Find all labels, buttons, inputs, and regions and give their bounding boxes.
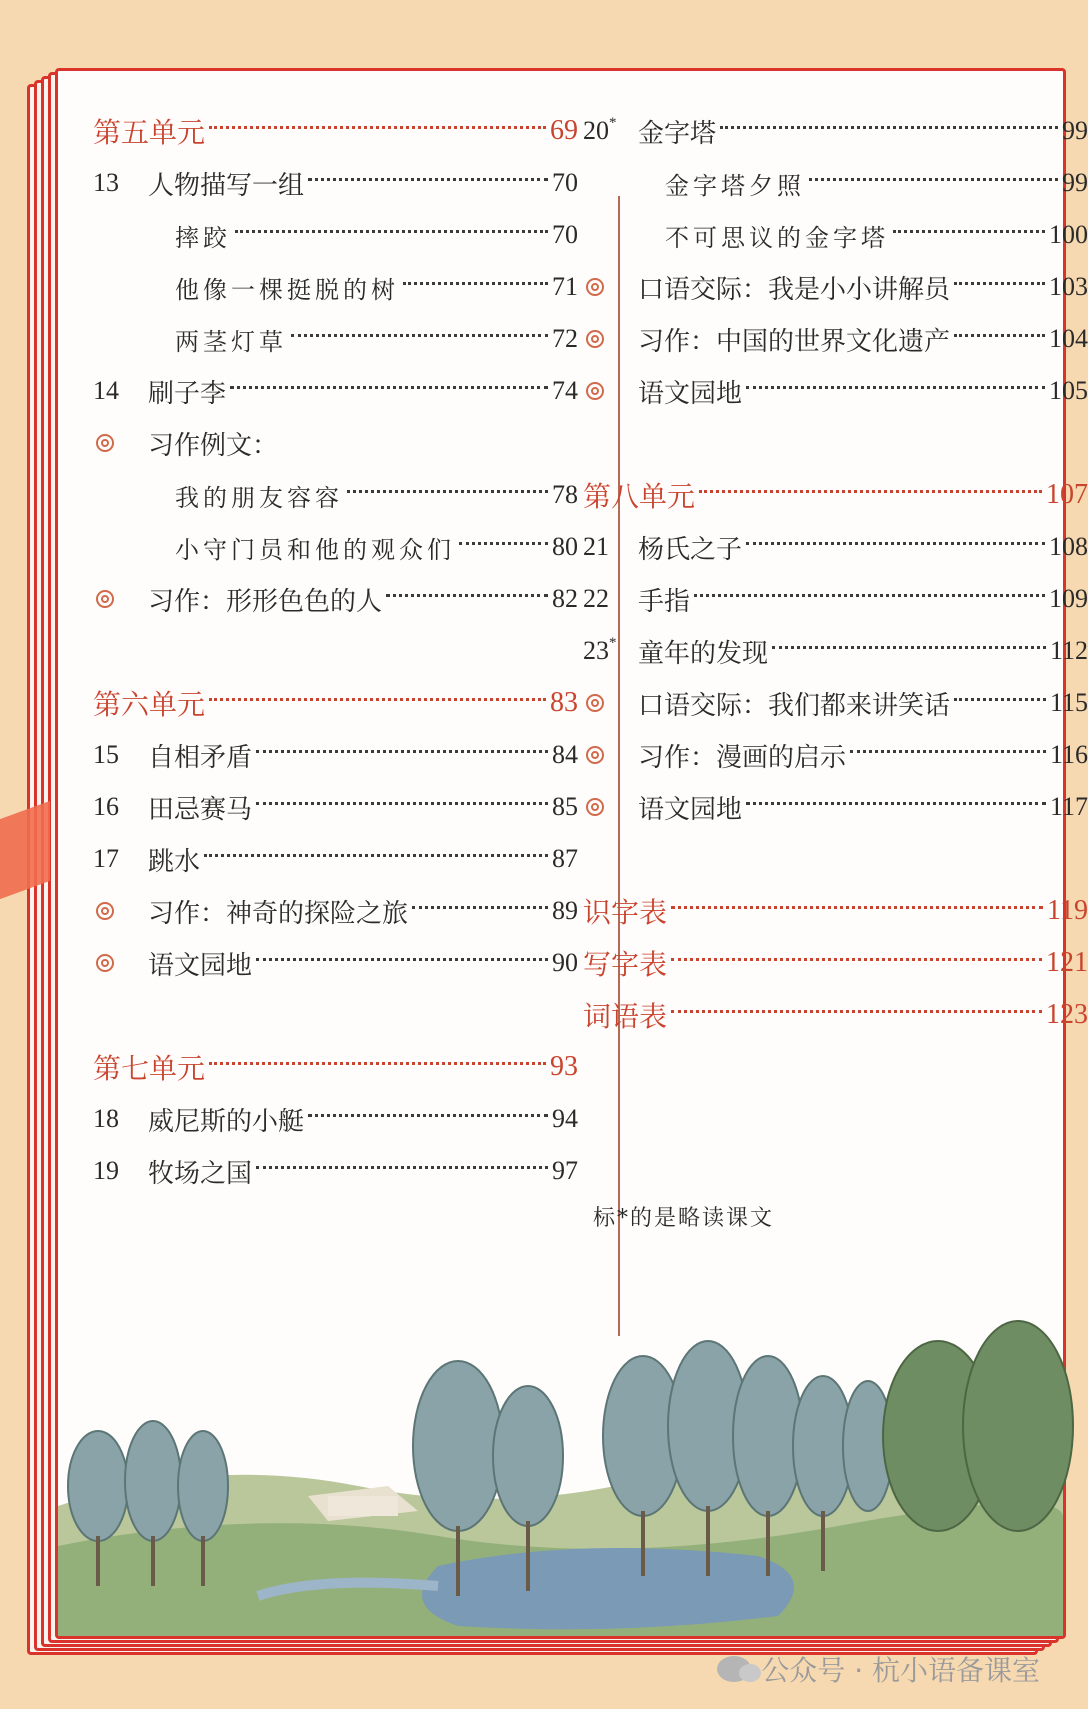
- leader-dots: [671, 906, 1043, 909]
- entry-title: 童年的发现: [638, 638, 769, 669]
- circle-mark-icon: [93, 954, 148, 972]
- toc-entry-lesson[interactable]: [93, 1099, 578, 1139]
- toc-entry-lesson[interactable]: [583, 527, 1088, 567]
- page-number: 97: [552, 1156, 578, 1185]
- page-number: 117: [1049, 792, 1088, 821]
- page-number: 89: [552, 896, 578, 925]
- toc-entry-lesson[interactable]: [93, 839, 578, 879]
- toc-entry-sub[interactable]: [93, 267, 578, 307]
- entry-title: 牧场之国: [148, 1158, 253, 1189]
- circle-mark-icon: [93, 590, 148, 608]
- lesson-number: 17: [93, 844, 119, 873]
- entry-title: 小守门员和他的观众们: [175, 535, 455, 564]
- toc-entry-unit[interactable]: [93, 111, 578, 151]
- toc-entry-mark[interactable]: [583, 371, 1088, 411]
- circle-mark-icon: [583, 278, 638, 296]
- toc-entry-unit[interactable]: [583, 475, 1088, 515]
- leader-dots: [720, 126, 1058, 129]
- leader-dots: [256, 802, 548, 805]
- entry-title: 口语交际：我们都来讲笑话: [638, 690, 951, 721]
- entry-title: 口语交际：我是小小讲解员: [638, 274, 951, 305]
- page-number: 83: [550, 687, 578, 718]
- entry-title: 我的朋友容容: [175, 483, 343, 512]
- leader-dots: [386, 594, 548, 597]
- entry-title: 习作：神奇的探险之旅: [148, 898, 409, 929]
- leader-dots: [209, 1062, 546, 1065]
- entry-title: 第六单元: [93, 688, 206, 721]
- page-number: 85: [552, 792, 578, 821]
- watermark: [717, 1649, 1040, 1689]
- page-number: 84: [552, 740, 578, 769]
- entry-title: 金字塔: [638, 118, 717, 149]
- entry-title: 田忌赛马: [148, 794, 253, 825]
- entry-title: 习作：中国的世界文化遗产: [638, 326, 951, 357]
- page-number: 109: [1049, 584, 1088, 613]
- entry-title: 刷子李: [148, 378, 227, 409]
- page-number: 103: [1049, 272, 1088, 301]
- entry-title: 两茎灯草: [175, 327, 287, 356]
- toc-entry-mark[interactable]: [93, 423, 578, 463]
- page-number: 69: [550, 115, 578, 146]
- toc-entry-sub[interactable]: [93, 475, 578, 515]
- page-number: 70: [552, 168, 578, 197]
- leader-dots: [699, 490, 1042, 493]
- entry-title: 手指: [638, 586, 691, 617]
- leader-dots: [209, 126, 546, 129]
- entry-title: 第八单元: [583, 480, 696, 513]
- toc-entry-mark[interactable]: [93, 891, 578, 931]
- toc-entry-mark[interactable]: [583, 787, 1088, 827]
- leader-dots: [671, 958, 1042, 961]
- toc-entry-unit[interactable]: [93, 1047, 578, 1087]
- leader-dots: [746, 802, 1046, 805]
- circle-mark-icon: [93, 434, 148, 452]
- lesson-number: 14: [93, 376, 119, 405]
- entry-title: 威尼斯的小艇: [148, 1106, 305, 1137]
- page-number: 72: [552, 324, 578, 353]
- wechat-icon: [717, 1656, 751, 1682]
- entry-title: 识字表: [583, 896, 668, 929]
- page-number: 74: [552, 376, 578, 405]
- leader-dots: [308, 178, 548, 181]
- toc-entry-sub[interactable]: [93, 215, 578, 255]
- toc-entry-sub[interactable]: [583, 215, 1088, 255]
- toc-entry-lesson[interactable]: [583, 111, 1088, 151]
- entry-title: 习作：形形色色的人: [148, 586, 383, 617]
- entry-title: 他像一棵挺脱的树: [175, 275, 399, 304]
- toc-entry-lesson[interactable]: [93, 163, 578, 203]
- circle-mark-icon: [583, 382, 638, 400]
- lesson-number: 15: [93, 740, 119, 769]
- entry-title: 第七单元: [93, 1052, 206, 1085]
- leader-dots: [347, 490, 548, 493]
- circle-mark-icon: [93, 902, 148, 920]
- page-number: 99: [1062, 116, 1088, 145]
- toc-entry-mark[interactable]: [583, 319, 1088, 359]
- leader-dots: [746, 386, 1045, 389]
- toc-entry-lesson[interactable]: [93, 1151, 578, 1191]
- lesson-number: 21: [583, 532, 609, 561]
- toc-page: [55, 68, 1088, 1639]
- entry-title: 跳水: [148, 846, 201, 877]
- page-number: 82: [552, 584, 578, 613]
- leader-dots: [230, 386, 548, 389]
- skim-star: *: [609, 635, 617, 652]
- entry-title: 词语表: [583, 1000, 668, 1033]
- toc-entry-lesson[interactable]: [583, 579, 1088, 619]
- lesson-number: 23*: [583, 635, 617, 665]
- leader-dots: [459, 542, 548, 545]
- page-number: 112: [1049, 636, 1088, 665]
- entry-title: 杨氏之子: [638, 534, 743, 565]
- entry-title: 第五单元: [93, 116, 206, 149]
- circle-mark-icon: [583, 746, 638, 764]
- page-number: 105: [1049, 376, 1088, 405]
- lesson-number: 19: [93, 1156, 119, 1185]
- page-number: 87: [552, 844, 578, 873]
- page-number: 107: [1046, 479, 1088, 510]
- page-number: 121: [1046, 947, 1088, 978]
- toc-entry-mark[interactable]: [583, 735, 1088, 775]
- page-number: 115: [1049, 688, 1088, 717]
- page-number: 78: [552, 480, 578, 509]
- circle-mark-icon: [583, 798, 638, 816]
- page-number: 93: [550, 1051, 578, 1082]
- toc-entry-mark[interactable]: [93, 579, 578, 619]
- page-number: 80: [552, 532, 578, 561]
- toc-entry-sub[interactable]: [583, 163, 1088, 203]
- circle-mark-icon: [583, 330, 638, 348]
- leader-dots: [954, 334, 1045, 337]
- entry-title: 写字表: [583, 948, 668, 981]
- toc-entry-lesson[interactable]: [583, 631, 1088, 671]
- toc-entry-mark[interactable]: [93, 943, 578, 983]
- lesson-number: 20*: [583, 115, 617, 145]
- lesson-number: 16: [93, 792, 119, 821]
- page-number: 123: [1046, 999, 1088, 1030]
- leader-dots: [671, 1010, 1042, 1013]
- entry-title: 摔跤: [175, 223, 231, 252]
- circle-mark-icon: [583, 694, 638, 712]
- leader-dots: [204, 854, 548, 857]
- leader-dots: [746, 542, 1045, 545]
- page-number: 70: [552, 220, 578, 249]
- page-number: 108: [1049, 532, 1088, 561]
- page-number: 94: [552, 1104, 578, 1133]
- toc-entry-sub[interactable]: [93, 527, 578, 567]
- skim-star: *: [609, 115, 617, 132]
- page-number: 116: [1049, 740, 1088, 769]
- entry-title: 不可思议的金字塔: [665, 223, 889, 252]
- entry-title: 习作例文：: [148, 430, 279, 461]
- leader-dots: [850, 750, 1046, 753]
- skim-reading-note: 标*的是略读课文: [593, 1206, 775, 1231]
- leader-dots: [954, 698, 1046, 701]
- toc-entry-mark[interactable]: [583, 267, 1088, 307]
- lesson-number: 22: [583, 584, 609, 613]
- toc-entry-lesson[interactable]: [93, 787, 578, 827]
- leader-dots: [772, 646, 1046, 649]
- toc-entry-unit-plain[interactable]: [583, 943, 1088, 983]
- toc-entry-mark[interactable]: [583, 683, 1088, 723]
- leader-dots: [412, 906, 548, 909]
- leader-dots: [308, 1114, 548, 1117]
- toc-entry-unit-plain[interactable]: [583, 891, 1088, 931]
- leader-dots: [954, 282, 1045, 285]
- entry-title: 语文园地: [638, 378, 743, 409]
- leader-dots: [209, 698, 546, 701]
- toc-entry-unit[interactable]: [93, 683, 578, 723]
- leader-dots: [809, 178, 1058, 181]
- toc-entry-lesson[interactable]: [93, 371, 578, 411]
- page-number: 90: [552, 948, 578, 977]
- entry-title: 人物描写一组: [148, 170, 305, 201]
- watermark-text: 公众号 · 杭小语备课室: [761, 1654, 1040, 1687]
- page-number: 100: [1049, 220, 1088, 249]
- toc-entry-lesson[interactable]: [93, 735, 578, 775]
- toc-entry-sub[interactable]: [93, 319, 578, 359]
- leader-dots: [291, 334, 548, 337]
- leader-dots: [893, 230, 1045, 233]
- page-number: 104: [1049, 324, 1088, 353]
- landscape-illustration: [58, 1336, 1063, 1636]
- lesson-number: 13: [93, 168, 119, 197]
- entry-title: 金字塔夕照: [665, 171, 805, 200]
- page-number: 99: [1062, 168, 1088, 197]
- leader-dots: [403, 282, 548, 285]
- entry-title: 语文园地: [148, 950, 253, 981]
- leader-dots: [256, 958, 548, 961]
- leader-dots: [235, 230, 548, 233]
- lesson-number: 18: [93, 1104, 119, 1133]
- leader-dots: [256, 1166, 548, 1169]
- entry-title: 语文园地: [638, 794, 743, 825]
- leader-dots: [256, 750, 548, 753]
- entry-title: 自相矛盾: [148, 742, 253, 773]
- entry-title: 习作：漫画的启示: [638, 742, 847, 773]
- toc-entry-unit-plain[interactable]: [583, 995, 1088, 1035]
- leader-dots: [694, 594, 1045, 597]
- page-number: 71: [552, 272, 578, 301]
- page-number: 119: [1047, 895, 1088, 926]
